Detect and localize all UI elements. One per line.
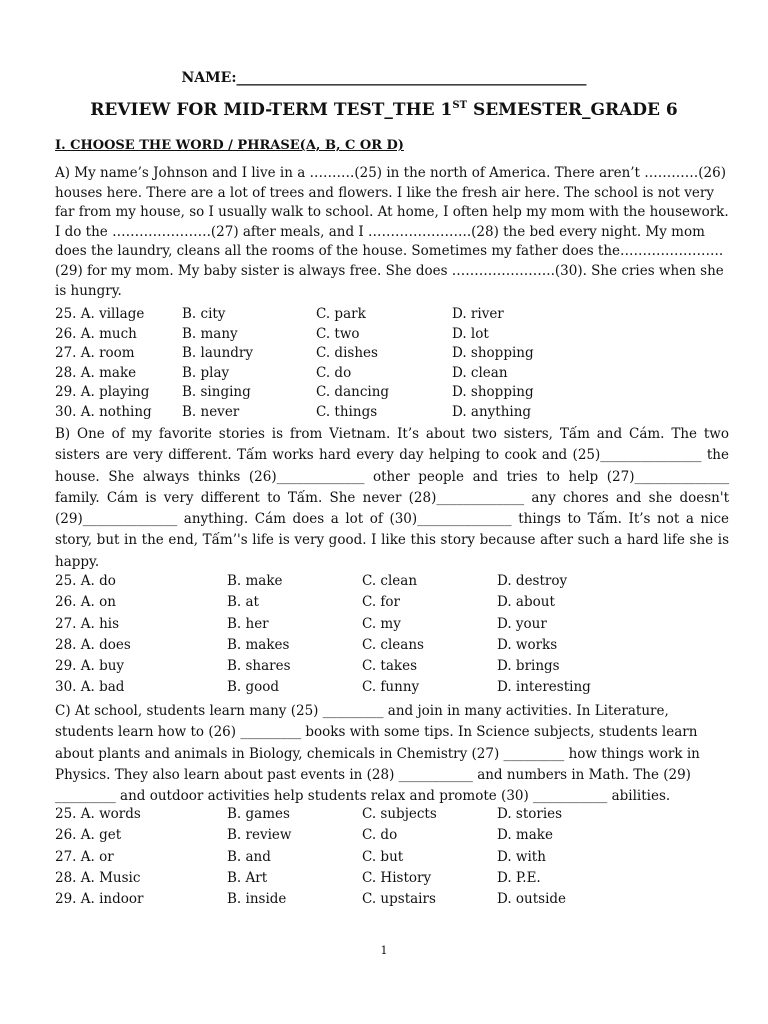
option-d: D. river	[452, 306, 504, 322]
option-b: B. good	[227, 679, 280, 696]
options-b	[55, 573, 729, 701]
option-d: D. lot	[452, 325, 489, 342]
option-c: C. History	[362, 869, 432, 886]
option-d: D. stories	[497, 806, 563, 822]
option-row	[55, 827, 729, 848]
option-d: D. brings	[497, 658, 560, 675]
option-b: B. at	[227, 594, 259, 611]
option-c: C. do	[316, 364, 352, 381]
option-a: 25. A. village	[55, 306, 145, 322]
option-a: 28. A. Music	[55, 869, 141, 886]
section-heading: I. CHOOSE THE WORD / PHRASE(A, B, C OR D)	[55, 138, 404, 153]
option-c: C. park	[316, 306, 366, 322]
option-row	[55, 306, 729, 326]
option-a: 30. A. nothing	[55, 403, 152, 420]
option-c: C. but	[362, 848, 404, 865]
option-b: B. Art	[227, 869, 268, 886]
option-a: 26. A. much	[55, 325, 137, 342]
option-row	[55, 365, 729, 385]
option-row	[55, 679, 729, 700]
option-a: 29. A. buy	[55, 658, 125, 675]
option-b: B. singing	[182, 384, 251, 401]
option-a: 26. A. on	[55, 594, 116, 611]
option-a: 27. A. room	[55, 345, 135, 362]
page-title	[0, 100, 768, 120]
option-d: D. outside	[497, 891, 567, 908]
passage-a: A) My name’s Johnson and I live in a ……….(25) in the north of America. There aren’t …………(26) houses here. There are a lot of trees and flowers. I like the fresh air here. The school is not very far from my house, so I usually walk to school. At home, I often help my mom with the housework. I do the ………………….(27) after meals, and I …………………..(28) the bed every night. My mom does the laundry, cleans all the rooms of the house. Sometimes my father does the…………………..(29) for my mom. My baby sister is always free. She does …………………..(30). She cries when she is hungry.	[55, 165, 729, 299]
option-a: 27. A. or	[55, 848, 114, 865]
option-row	[55, 637, 729, 658]
option-c: C. clean	[362, 573, 418, 589]
option-c: C. takes	[362, 658, 418, 675]
option-d: D. shopping	[452, 345, 534, 362]
options-c	[55, 806, 729, 912]
option-d: D. works	[497, 636, 558, 653]
option-d: D. destroy	[497, 573, 568, 589]
option-c: C. subjects	[362, 806, 437, 822]
option-b: B. and	[227, 848, 271, 865]
option-a: 28. A. make	[55, 364, 137, 381]
option-b: B. many	[182, 325, 238, 342]
option-c: C. do	[362, 827, 398, 844]
option-row	[55, 345, 729, 365]
option-b: B. play	[182, 364, 230, 381]
option-d: D. your	[497, 615, 547, 632]
option-row	[55, 326, 729, 346]
option-c: C. my	[362, 615, 401, 632]
option-a: 29. A. playing	[55, 384, 150, 401]
option-d: D. with	[497, 848, 546, 865]
page-number: 1	[380, 944, 388, 957]
passage-b: B) One of my favorite stories is from Vietnam. It’s about two sisters, Tấm and Cám. The two sisters are very different. Tấm works hard every day helping to cook and (25)_______________ the house. She always thinks (26)_____________ other people and tries to help (27)______________ family. Cám is very different to Tấm. She never (28)_____________ any chores and she doesn't (29)______________ anything. Cám does a lot of (30)______________ things to Tấm. It’s not a nice story, but in the end, Tấm’'s life is very good. I like this story because after such a hard life she is happy.	[55, 426, 729, 570]
option-b: B. games	[227, 806, 290, 822]
option-row	[55, 806, 729, 827]
option-row	[55, 658, 729, 679]
option-row	[55, 384, 729, 404]
option-row	[55, 594, 729, 615]
title-superscript: ST	[452, 100, 468, 111]
option-row	[55, 573, 729, 594]
option-b: B. review	[227, 827, 292, 844]
option-d: D. shopping	[452, 384, 534, 401]
options-a	[55, 306, 729, 424]
option-d: D. make	[497, 827, 553, 844]
option-d: D. P.E.	[497, 869, 541, 886]
option-c: C. dancing	[316, 384, 390, 401]
option-c: C. cleans	[362, 636, 424, 653]
option-d: D. interesting	[497, 679, 591, 696]
option-d: D. about	[497, 594, 555, 611]
option-row	[55, 616, 729, 637]
option-a: 26. A. get	[55, 827, 122, 844]
option-c: C. funny	[362, 679, 420, 696]
option-a: 25. A. do	[55, 573, 116, 589]
option-row	[55, 891, 729, 912]
option-b: B. laundry	[182, 345, 253, 362]
option-a: 27. A. his	[55, 615, 120, 632]
passage-c: C) At school, students learn many (25) _________ and join in many activities. In Literature, students learn how to (26) _________ books with some tips. In Science subjects, students learn about plants and animals in Biology, chemicals in Chemistry (27) _________ how things work in Physics. They also learn about past events in (28) ___________ and numbers in Math. The (29) _________ and outdoor activities help students relax and promote (30) ___________ abilities.	[55, 703, 700, 805]
option-b: B. make	[227, 573, 283, 589]
option-a: 30. A. bad	[55, 679, 125, 696]
option-a: 29. A. indoor	[55, 891, 144, 908]
option-row	[55, 404, 729, 424]
option-c: C. two	[316, 325, 360, 342]
option-b: B. never	[182, 403, 240, 420]
option-b: B. shares	[227, 658, 291, 675]
option-d: D. clean	[452, 364, 508, 381]
option-a: 25. A. words	[55, 806, 141, 822]
name-field-line: NAME:__________________________________________________	[181, 70, 587, 86]
option-c: C. upstairs	[362, 891, 436, 908]
option-c: C. for	[362, 594, 401, 611]
option-row	[55, 870, 729, 891]
title-rest: SEMESTER_GRADE 6	[467, 100, 678, 120]
option-b: B. makes	[227, 636, 290, 653]
option-row	[55, 849, 729, 870]
title-main: REVIEW FOR MID-TERM TEST_THE 1	[90, 100, 453, 120]
option-c: C. dishes	[316, 345, 378, 362]
option-d: D. anything	[452, 403, 532, 420]
option-b: B. inside	[227, 891, 287, 908]
option-b: B. her	[227, 615, 269, 632]
option-b: B. city	[182, 306, 226, 322]
option-c: C. things	[316, 403, 378, 420]
option-a: 28. A. does	[55, 636, 131, 653]
